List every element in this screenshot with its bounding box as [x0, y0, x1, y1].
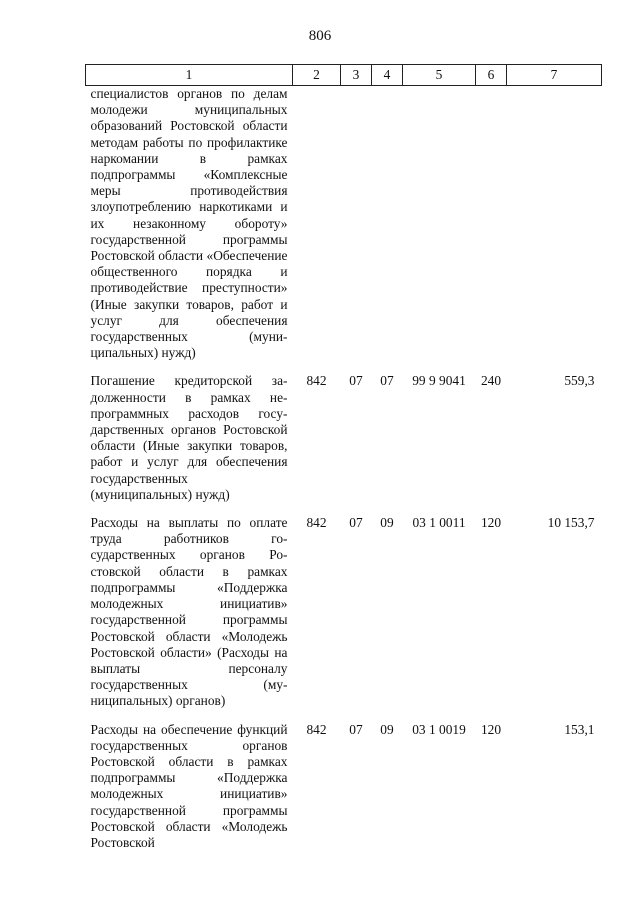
row-section: 07: [349, 515, 363, 531]
column-header-3: 3: [341, 65, 372, 86]
row-target-article: 03 1 0019: [412, 721, 466, 737]
budget-table: [85, 64, 602, 863]
row-ministry-code: 842: [306, 515, 327, 531]
row-subsection: 09: [380, 515, 394, 531]
page-number: 806: [308, 28, 332, 44]
column-header-5: 5: [403, 65, 476, 86]
table-row: [86, 86, 602, 374]
row-ministry-code: 842: [306, 721, 327, 737]
row-target-article: 03 1 0011: [412, 515, 466, 531]
row-expense-type: 120: [480, 515, 502, 531]
row-ministry-code: 842: [306, 373, 327, 389]
row-expense-type: 240: [480, 373, 502, 389]
column-header-2: 2: [293, 65, 341, 86]
row-section: 07: [349, 373, 363, 389]
column-header-6: 6: [476, 65, 507, 86]
row-amount: [507, 86, 602, 374]
row-subsection: [372, 86, 403, 374]
column-header-1: 1: [86, 65, 293, 86]
row-amount: 559,3: [564, 373, 595, 389]
row-description: Погашение кредиторской задолженности в рамках непрограммных расходов государственных органов Ростовской области (Иные закупки товаров, работ и услуг для обеспечения государственных (муниципальных) нужд): [90, 373, 288, 502]
row-target-article: [403, 86, 476, 374]
row-subsection: 09: [380, 721, 394, 737]
row-subsection: 07: [380, 373, 394, 389]
table-header: [86, 65, 602, 86]
column-header-7: 7: [507, 65, 602, 86]
table-row: [86, 722, 602, 864]
row-section: 07: [349, 721, 363, 737]
row-description: Расходы на выплаты по оплате труда работников государственных органов Ростовской области в рамках подпрограммы «Поддержка молодежных инициатив» государственной программы Ростовской области «Молодежь Ростовской области» (Расходы на выплаты персоналу государственных (муниципальных) органов): [90, 515, 288, 709]
row-description: Расходы на обеспечение функций государственных органов Ростовской области в рамках подпрограммы «Поддержка молодежных инициатив» государственной программы Ростовской области «Молодежь Ростовской: [90, 721, 288, 850]
row-description: специалистов органов по делам молодежи муниципальных образований Ростовской области методам работы по профилактике наркомании в рамках подпрограммы «Комплексные меры противодействия злоупотреблению наркотиками и их незаконному обороту» государственной программы Ростовской области «Обеспечение общественного порядка и противодействие преступности» (Иные закупки товаров, работ и услуг для обеспечения государственных (муниципальных) нужд): [90, 86, 288, 361]
row-target-article: 99 9 9041: [412, 373, 466, 389]
row-expense-type: 120: [480, 721, 502, 737]
table-row: [86, 373, 602, 515]
table-row: [86, 515, 602, 721]
column-header-4: 4: [372, 65, 403, 86]
row-amount: 10 153,7: [547, 515, 595, 531]
row-section: [341, 86, 372, 374]
row-amount: 153,1: [564, 721, 595, 737]
row-expense-type: [476, 86, 507, 374]
row-ministry-code: [293, 86, 341, 374]
